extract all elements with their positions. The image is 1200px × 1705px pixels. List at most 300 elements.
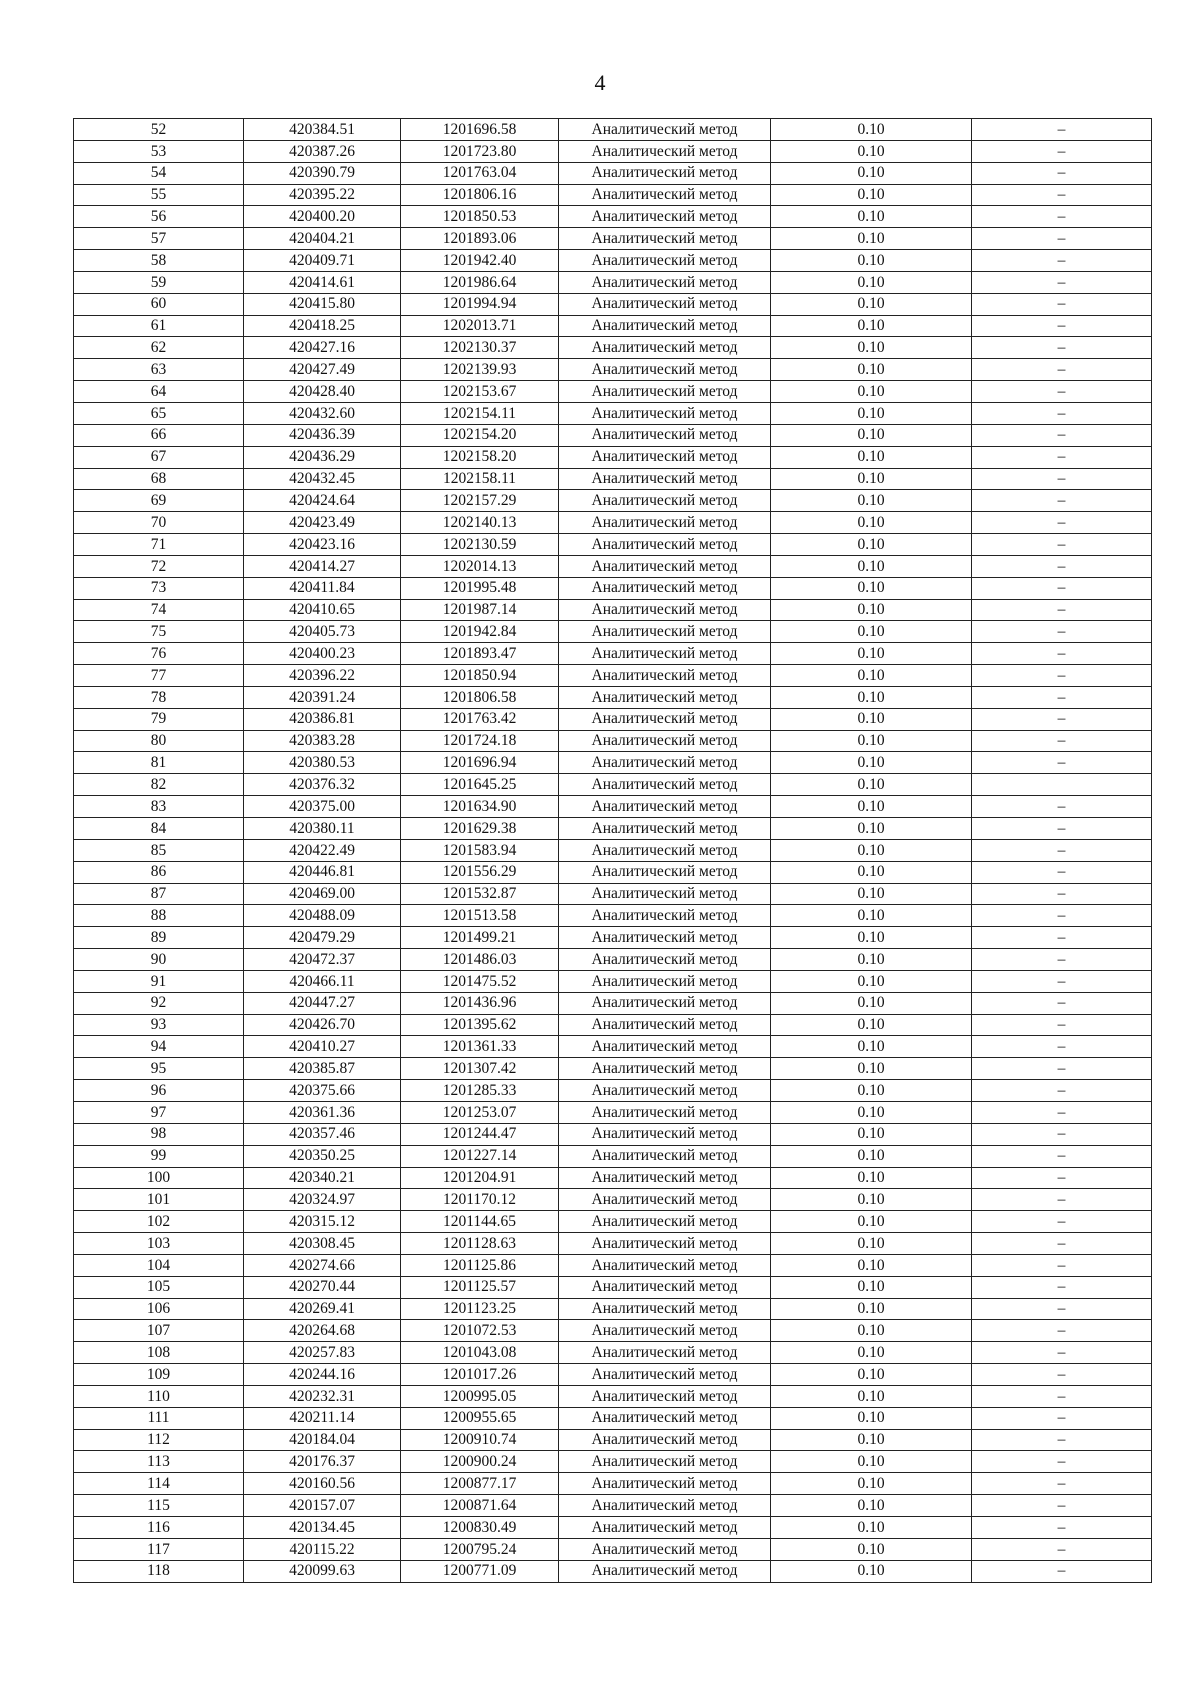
x-coordinate-cell: 420340.21 (244, 1167, 401, 1189)
table-row (74, 1276, 1152, 1298)
table-row (74, 293, 1152, 315)
y-coordinate-cell: 1201072.53 (401, 1320, 559, 1342)
note-cell: – (972, 1451, 1152, 1473)
error-cell: 0.10 (771, 534, 972, 556)
x-coordinate-cell: 420380.53 (244, 752, 401, 774)
note-cell: – (972, 1473, 1152, 1495)
coordinates-table (73, 118, 1152, 1583)
x-coordinate-cell: 420244.16 (244, 1364, 401, 1386)
y-coordinate-cell: 1202130.59 (401, 534, 559, 556)
note-cell: – (972, 1036, 1152, 1058)
point-number-cell: 61 (74, 315, 244, 337)
y-coordinate-cell: 1201307.42 (401, 1058, 559, 1080)
note-cell: – (972, 665, 1152, 687)
method-cell: Аналитический метод (559, 1036, 771, 1058)
error-cell: 0.10 (771, 861, 972, 883)
y-coordinate-cell: 1202154.11 (401, 402, 559, 424)
table-row (74, 1058, 1152, 1080)
y-coordinate-cell: 1202158.11 (401, 468, 559, 490)
x-coordinate-cell: 420385.87 (244, 1058, 401, 1080)
x-coordinate-cell: 420415.80 (244, 293, 401, 315)
note-cell: – (972, 577, 1152, 599)
x-coordinate-cell: 420324.97 (244, 1189, 401, 1211)
x-coordinate-cell: 420446.81 (244, 861, 401, 883)
y-coordinate-cell: 1201629.38 (401, 818, 559, 840)
error-cell: 0.10 (771, 337, 972, 359)
method-cell: Аналитический метод (559, 1080, 771, 1102)
point-number-cell: 93 (74, 1014, 244, 1036)
error-cell: 0.10 (771, 818, 972, 840)
table-row (74, 1189, 1152, 1211)
y-coordinate-cell: 1200900.24 (401, 1451, 559, 1473)
error-cell: 0.10 (771, 1560, 972, 1582)
note-cell: – (972, 927, 1152, 949)
point-number-cell: 56 (74, 206, 244, 228)
y-coordinate-cell: 1200995.05 (401, 1385, 559, 1407)
error-cell: 0.10 (771, 1364, 972, 1386)
x-coordinate-cell: 420427.16 (244, 337, 401, 359)
point-number-cell: 80 (74, 730, 244, 752)
y-coordinate-cell: 1201486.03 (401, 949, 559, 971)
method-cell: Аналитический метод (559, 1058, 771, 1080)
table-row (74, 1101, 1152, 1123)
method-cell: Аналитический метод (559, 184, 771, 206)
error-cell: 0.10 (771, 140, 972, 162)
table-row (74, 708, 1152, 730)
point-number-cell: 58 (74, 250, 244, 272)
point-number-cell: 77 (74, 665, 244, 687)
y-coordinate-cell: 1201645.25 (401, 774, 559, 796)
table-row (74, 839, 1152, 861)
method-cell: Аналитический метод (559, 206, 771, 228)
note-cell: – (972, 1189, 1152, 1211)
table-row (74, 1538, 1152, 1560)
x-coordinate-cell: 420447.27 (244, 992, 401, 1014)
point-number-cell: 109 (74, 1364, 244, 1386)
x-coordinate-cell: 420160.56 (244, 1473, 401, 1495)
note-cell: – (972, 1517, 1152, 1539)
note-cell: – (972, 402, 1152, 424)
method-cell: Аналитический метод (559, 250, 771, 272)
error-cell: 0.10 (771, 206, 972, 228)
y-coordinate-cell: 1202154.20 (401, 424, 559, 446)
note-cell: – (972, 1276, 1152, 1298)
y-coordinate-cell: 1201850.53 (401, 206, 559, 228)
note-cell: – (972, 534, 1152, 556)
table-row (74, 1123, 1152, 1145)
y-coordinate-cell: 1201285.33 (401, 1080, 559, 1102)
error-cell: 0.10 (771, 1298, 972, 1320)
error-cell: 0.10 (771, 1101, 972, 1123)
note-cell: – (972, 119, 1152, 141)
method-cell: Аналитический метод (559, 1429, 771, 1451)
point-number-cell: 100 (74, 1167, 244, 1189)
y-coordinate-cell: 1201987.14 (401, 599, 559, 621)
method-cell: Аналитический метод (559, 140, 771, 162)
method-cell: Аналитический метод (559, 1233, 771, 1255)
note-cell: – (972, 730, 1152, 752)
table-row (74, 599, 1152, 621)
table-row (74, 228, 1152, 250)
point-number-cell: 116 (74, 1517, 244, 1539)
y-coordinate-cell: 1200910.74 (401, 1429, 559, 1451)
point-number-cell: 96 (74, 1080, 244, 1102)
x-coordinate-cell: 420411.84 (244, 577, 401, 599)
note-cell: – (972, 359, 1152, 381)
error-cell: 0.10 (771, 883, 972, 905)
table-row (74, 1254, 1152, 1276)
note-cell: – (972, 1407, 1152, 1429)
error-cell: 0.10 (771, 162, 972, 184)
y-coordinate-cell: 1201361.33 (401, 1036, 559, 1058)
error-cell: 0.10 (771, 250, 972, 272)
table-row (74, 686, 1152, 708)
point-number-cell: 89 (74, 927, 244, 949)
method-cell: Аналитический метод (559, 228, 771, 250)
method-cell: Аналитический метод (559, 818, 771, 840)
method-cell: Аналитический метод (559, 381, 771, 403)
note-cell (972, 774, 1152, 796)
note-cell: – (972, 599, 1152, 621)
note-cell: – (972, 1145, 1152, 1167)
table-row (74, 949, 1152, 971)
y-coordinate-cell: 1201763.42 (401, 708, 559, 730)
x-coordinate-cell: 420400.23 (244, 643, 401, 665)
x-coordinate-cell: 420315.12 (244, 1211, 401, 1233)
x-coordinate-cell: 420157.07 (244, 1495, 401, 1517)
note-cell: – (972, 1123, 1152, 1145)
note-cell: – (972, 1101, 1152, 1123)
error-cell: 0.10 (771, 468, 972, 490)
method-cell: Аналитический метод (559, 949, 771, 971)
x-coordinate-cell: 420380.11 (244, 818, 401, 840)
y-coordinate-cell: 1201806.58 (401, 686, 559, 708)
x-coordinate-cell: 420269.41 (244, 1298, 401, 1320)
y-coordinate-cell: 1202153.67 (401, 381, 559, 403)
note-cell: – (972, 1233, 1152, 1255)
method-cell: Аналитический метод (559, 1298, 771, 1320)
point-number-cell: 114 (74, 1473, 244, 1495)
y-coordinate-cell: 1201893.06 (401, 228, 559, 250)
x-coordinate-cell: 420427.49 (244, 359, 401, 381)
error-cell: 0.10 (771, 1473, 972, 1495)
method-cell: Аналитический метод (559, 162, 771, 184)
method-cell: Аналитический метод (559, 293, 771, 315)
table-row (74, 534, 1152, 556)
note-cell: – (972, 643, 1152, 665)
table-row (74, 1036, 1152, 1058)
method-cell: Аналитический метод (559, 1407, 771, 1429)
x-coordinate-cell: 420211.14 (244, 1407, 401, 1429)
y-coordinate-cell: 1201893.47 (401, 643, 559, 665)
error-cell: 0.10 (771, 621, 972, 643)
y-coordinate-cell: 1202130.37 (401, 337, 559, 359)
point-number-cell: 99 (74, 1145, 244, 1167)
table-row (74, 490, 1152, 512)
method-cell: Аналитический метод (559, 119, 771, 141)
point-number-cell: 84 (74, 818, 244, 840)
point-number-cell: 113 (74, 1451, 244, 1473)
y-coordinate-cell: 1201125.86 (401, 1254, 559, 1276)
x-coordinate-cell: 420396.22 (244, 665, 401, 687)
point-number-cell: 64 (74, 381, 244, 403)
error-cell: 0.10 (771, 1320, 972, 1342)
method-cell: Аналитический метод (559, 1254, 771, 1276)
method-cell: Аналитический метод (559, 424, 771, 446)
method-cell: Аналитический метод (559, 1167, 771, 1189)
y-coordinate-cell: 1201227.14 (401, 1145, 559, 1167)
table-row (74, 184, 1152, 206)
y-coordinate-cell: 1202139.93 (401, 359, 559, 381)
x-coordinate-cell: 420308.45 (244, 1233, 401, 1255)
table-row (74, 424, 1152, 446)
y-coordinate-cell: 1201532.87 (401, 883, 559, 905)
point-number-cell: 108 (74, 1342, 244, 1364)
y-coordinate-cell: 1202140.13 (401, 512, 559, 534)
point-number-cell: 74 (74, 599, 244, 621)
error-cell: 0.10 (771, 1276, 972, 1298)
error-cell: 0.10 (771, 1342, 972, 1364)
error-cell: 0.10 (771, 1080, 972, 1102)
y-coordinate-cell: 1201128.63 (401, 1233, 559, 1255)
y-coordinate-cell: 1201144.65 (401, 1211, 559, 1233)
note-cell: – (972, 446, 1152, 468)
x-coordinate-cell: 420184.04 (244, 1429, 401, 1451)
error-cell: 0.10 (771, 1211, 972, 1233)
table-row (74, 1385, 1152, 1407)
table-row (74, 818, 1152, 840)
point-number-cell: 82 (74, 774, 244, 796)
error-cell: 0.10 (771, 1538, 972, 1560)
point-number-cell: 115 (74, 1495, 244, 1517)
point-number-cell: 83 (74, 796, 244, 818)
y-coordinate-cell: 1201395.62 (401, 1014, 559, 1036)
x-coordinate-cell: 420466.11 (244, 970, 401, 992)
point-number-cell: 104 (74, 1254, 244, 1276)
point-number-cell: 105 (74, 1276, 244, 1298)
method-cell: Аналитический метод (559, 752, 771, 774)
y-coordinate-cell: 1200795.24 (401, 1538, 559, 1560)
method-cell: Аналитический метод (559, 446, 771, 468)
table-row (74, 774, 1152, 796)
note-cell: – (972, 796, 1152, 818)
x-coordinate-cell: 420115.22 (244, 1538, 401, 1560)
x-coordinate-cell: 420472.37 (244, 949, 401, 971)
y-coordinate-cell: 1201806.16 (401, 184, 559, 206)
note-cell: – (972, 468, 1152, 490)
note-cell: – (972, 1211, 1152, 1233)
table-row (74, 446, 1152, 468)
x-coordinate-cell: 420405.73 (244, 621, 401, 643)
error-cell: 0.10 (771, 555, 972, 577)
method-cell: Аналитический метод (559, 577, 771, 599)
point-number-cell: 59 (74, 271, 244, 293)
x-coordinate-cell: 420423.49 (244, 512, 401, 534)
method-cell: Аналитический метод (559, 992, 771, 1014)
table-row (74, 883, 1152, 905)
point-number-cell: 69 (74, 490, 244, 512)
note-cell: – (972, 1167, 1152, 1189)
table-row (74, 1080, 1152, 1102)
method-cell: Аналитический метод (559, 1364, 771, 1386)
y-coordinate-cell: 1201763.04 (401, 162, 559, 184)
x-coordinate-cell: 420424.64 (244, 490, 401, 512)
point-number-cell: 76 (74, 643, 244, 665)
x-coordinate-cell: 420350.25 (244, 1145, 401, 1167)
error-cell: 0.10 (771, 1167, 972, 1189)
method-cell: Аналитический метод (559, 927, 771, 949)
error-cell: 0.10 (771, 1385, 972, 1407)
method-cell: Аналитический метод (559, 1538, 771, 1560)
error-cell: 0.10 (771, 1145, 972, 1167)
method-cell: Аналитический метод (559, 774, 771, 796)
method-cell: Аналитический метод (559, 1473, 771, 1495)
note-cell: – (972, 1014, 1152, 1036)
method-cell: Аналитический метод (559, 359, 771, 381)
error-cell: 0.10 (771, 402, 972, 424)
point-number-cell: 55 (74, 184, 244, 206)
y-coordinate-cell: 1201017.26 (401, 1364, 559, 1386)
table-row (74, 1517, 1152, 1539)
method-cell: Аналитический метод (559, 1320, 771, 1342)
method-cell: Аналитический метод (559, 883, 771, 905)
error-cell: 0.10 (771, 992, 972, 1014)
method-cell: Аналитический метод (559, 271, 771, 293)
x-coordinate-cell: 420270.44 (244, 1276, 401, 1298)
error-cell: 0.10 (771, 970, 972, 992)
note-cell: – (972, 1080, 1152, 1102)
method-cell: Аналитический метод (559, 861, 771, 883)
point-number-cell: 110 (74, 1385, 244, 1407)
point-number-cell: 112 (74, 1429, 244, 1451)
x-coordinate-cell: 420409.71 (244, 250, 401, 272)
table-row (74, 1320, 1152, 1342)
x-coordinate-cell: 420257.83 (244, 1342, 401, 1364)
error-cell: 0.10 (771, 927, 972, 949)
error-cell: 0.10 (771, 1036, 972, 1058)
table-row (74, 140, 1152, 162)
table-row (74, 337, 1152, 359)
point-number-cell: 91 (74, 970, 244, 992)
table-row (74, 468, 1152, 490)
point-number-cell: 75 (74, 621, 244, 643)
error-cell: 0.10 (771, 490, 972, 512)
x-coordinate-cell: 420232.31 (244, 1385, 401, 1407)
error-cell: 0.10 (771, 686, 972, 708)
point-number-cell: 106 (74, 1298, 244, 1320)
error-cell: 0.10 (771, 1451, 972, 1473)
error-cell: 0.10 (771, 1233, 972, 1255)
y-coordinate-cell: 1200955.65 (401, 1407, 559, 1429)
y-coordinate-cell: 1202157.29 (401, 490, 559, 512)
method-cell: Аналитический метод (559, 970, 771, 992)
method-cell: Аналитический метод (559, 599, 771, 621)
table-row (74, 1429, 1152, 1451)
note-cell: – (972, 1364, 1152, 1386)
point-number-cell: 87 (74, 883, 244, 905)
error-cell: 0.10 (771, 752, 972, 774)
error-cell: 0.10 (771, 1058, 972, 1080)
point-number-cell: 103 (74, 1233, 244, 1255)
error-cell: 0.10 (771, 1123, 972, 1145)
error-cell: 0.10 (771, 359, 972, 381)
y-coordinate-cell: 1200830.49 (401, 1517, 559, 1539)
x-coordinate-cell: 420436.29 (244, 446, 401, 468)
y-coordinate-cell: 1201723.80 (401, 140, 559, 162)
note-cell: – (972, 839, 1152, 861)
error-cell: 0.10 (771, 796, 972, 818)
error-cell: 0.10 (771, 577, 972, 599)
note-cell: – (972, 1560, 1152, 1582)
x-coordinate-cell: 420390.79 (244, 162, 401, 184)
method-cell: Аналитический метод (559, 1451, 771, 1473)
error-cell: 0.10 (771, 1495, 972, 1517)
x-coordinate-cell: 420479.29 (244, 927, 401, 949)
y-coordinate-cell: 1201125.57 (401, 1276, 559, 1298)
error-cell: 0.10 (771, 905, 972, 927)
point-number-cell: 90 (74, 949, 244, 971)
error-cell: 0.10 (771, 599, 972, 621)
note-cell: – (972, 424, 1152, 446)
error-cell: 0.10 (771, 949, 972, 971)
point-number-cell: 72 (74, 555, 244, 577)
method-cell: Аналитический метод (559, 1495, 771, 1517)
note-cell: – (972, 686, 1152, 708)
y-coordinate-cell: 1201556.29 (401, 861, 559, 883)
table-row (74, 1167, 1152, 1189)
y-coordinate-cell: 1201253.07 (401, 1101, 559, 1123)
method-cell: Аналитический метод (559, 1145, 771, 1167)
error-cell: 0.10 (771, 424, 972, 446)
method-cell: Аналитический метод (559, 796, 771, 818)
point-number-cell: 111 (74, 1407, 244, 1429)
y-coordinate-cell: 1201696.58 (401, 119, 559, 141)
note-cell: – (972, 184, 1152, 206)
x-coordinate-cell: 420274.66 (244, 1254, 401, 1276)
y-coordinate-cell: 1200771.09 (401, 1560, 559, 1582)
error-cell: 0.10 (771, 315, 972, 337)
point-number-cell: 81 (74, 752, 244, 774)
y-coordinate-cell: 1201634.90 (401, 796, 559, 818)
error-cell: 0.10 (771, 119, 972, 141)
y-coordinate-cell: 1201475.52 (401, 970, 559, 992)
method-cell: Аналитический метод (559, 665, 771, 687)
method-cell: Аналитический метод (559, 1189, 771, 1211)
point-number-cell: 107 (74, 1320, 244, 1342)
table-row (74, 359, 1152, 381)
point-number-cell: 67 (74, 446, 244, 468)
y-coordinate-cell: 1201204.91 (401, 1167, 559, 1189)
x-coordinate-cell: 420386.81 (244, 708, 401, 730)
y-coordinate-cell: 1201123.25 (401, 1298, 559, 1320)
error-cell: 0.10 (771, 271, 972, 293)
point-number-cell: 86 (74, 861, 244, 883)
point-number-cell: 118 (74, 1560, 244, 1582)
point-number-cell: 73 (74, 577, 244, 599)
method-cell: Аналитический метод (559, 512, 771, 534)
note-cell: – (972, 861, 1152, 883)
note-cell: – (972, 490, 1152, 512)
note-cell: – (972, 1298, 1152, 1320)
note-cell: – (972, 162, 1152, 184)
method-cell: Аналитический метод (559, 686, 771, 708)
x-coordinate-cell: 420264.68 (244, 1320, 401, 1342)
point-number-cell: 94 (74, 1036, 244, 1058)
method-cell: Аналитический метод (559, 490, 771, 512)
note-cell: – (972, 905, 1152, 927)
y-coordinate-cell: 1202013.71 (401, 315, 559, 337)
y-coordinate-cell: 1200871.64 (401, 1495, 559, 1517)
